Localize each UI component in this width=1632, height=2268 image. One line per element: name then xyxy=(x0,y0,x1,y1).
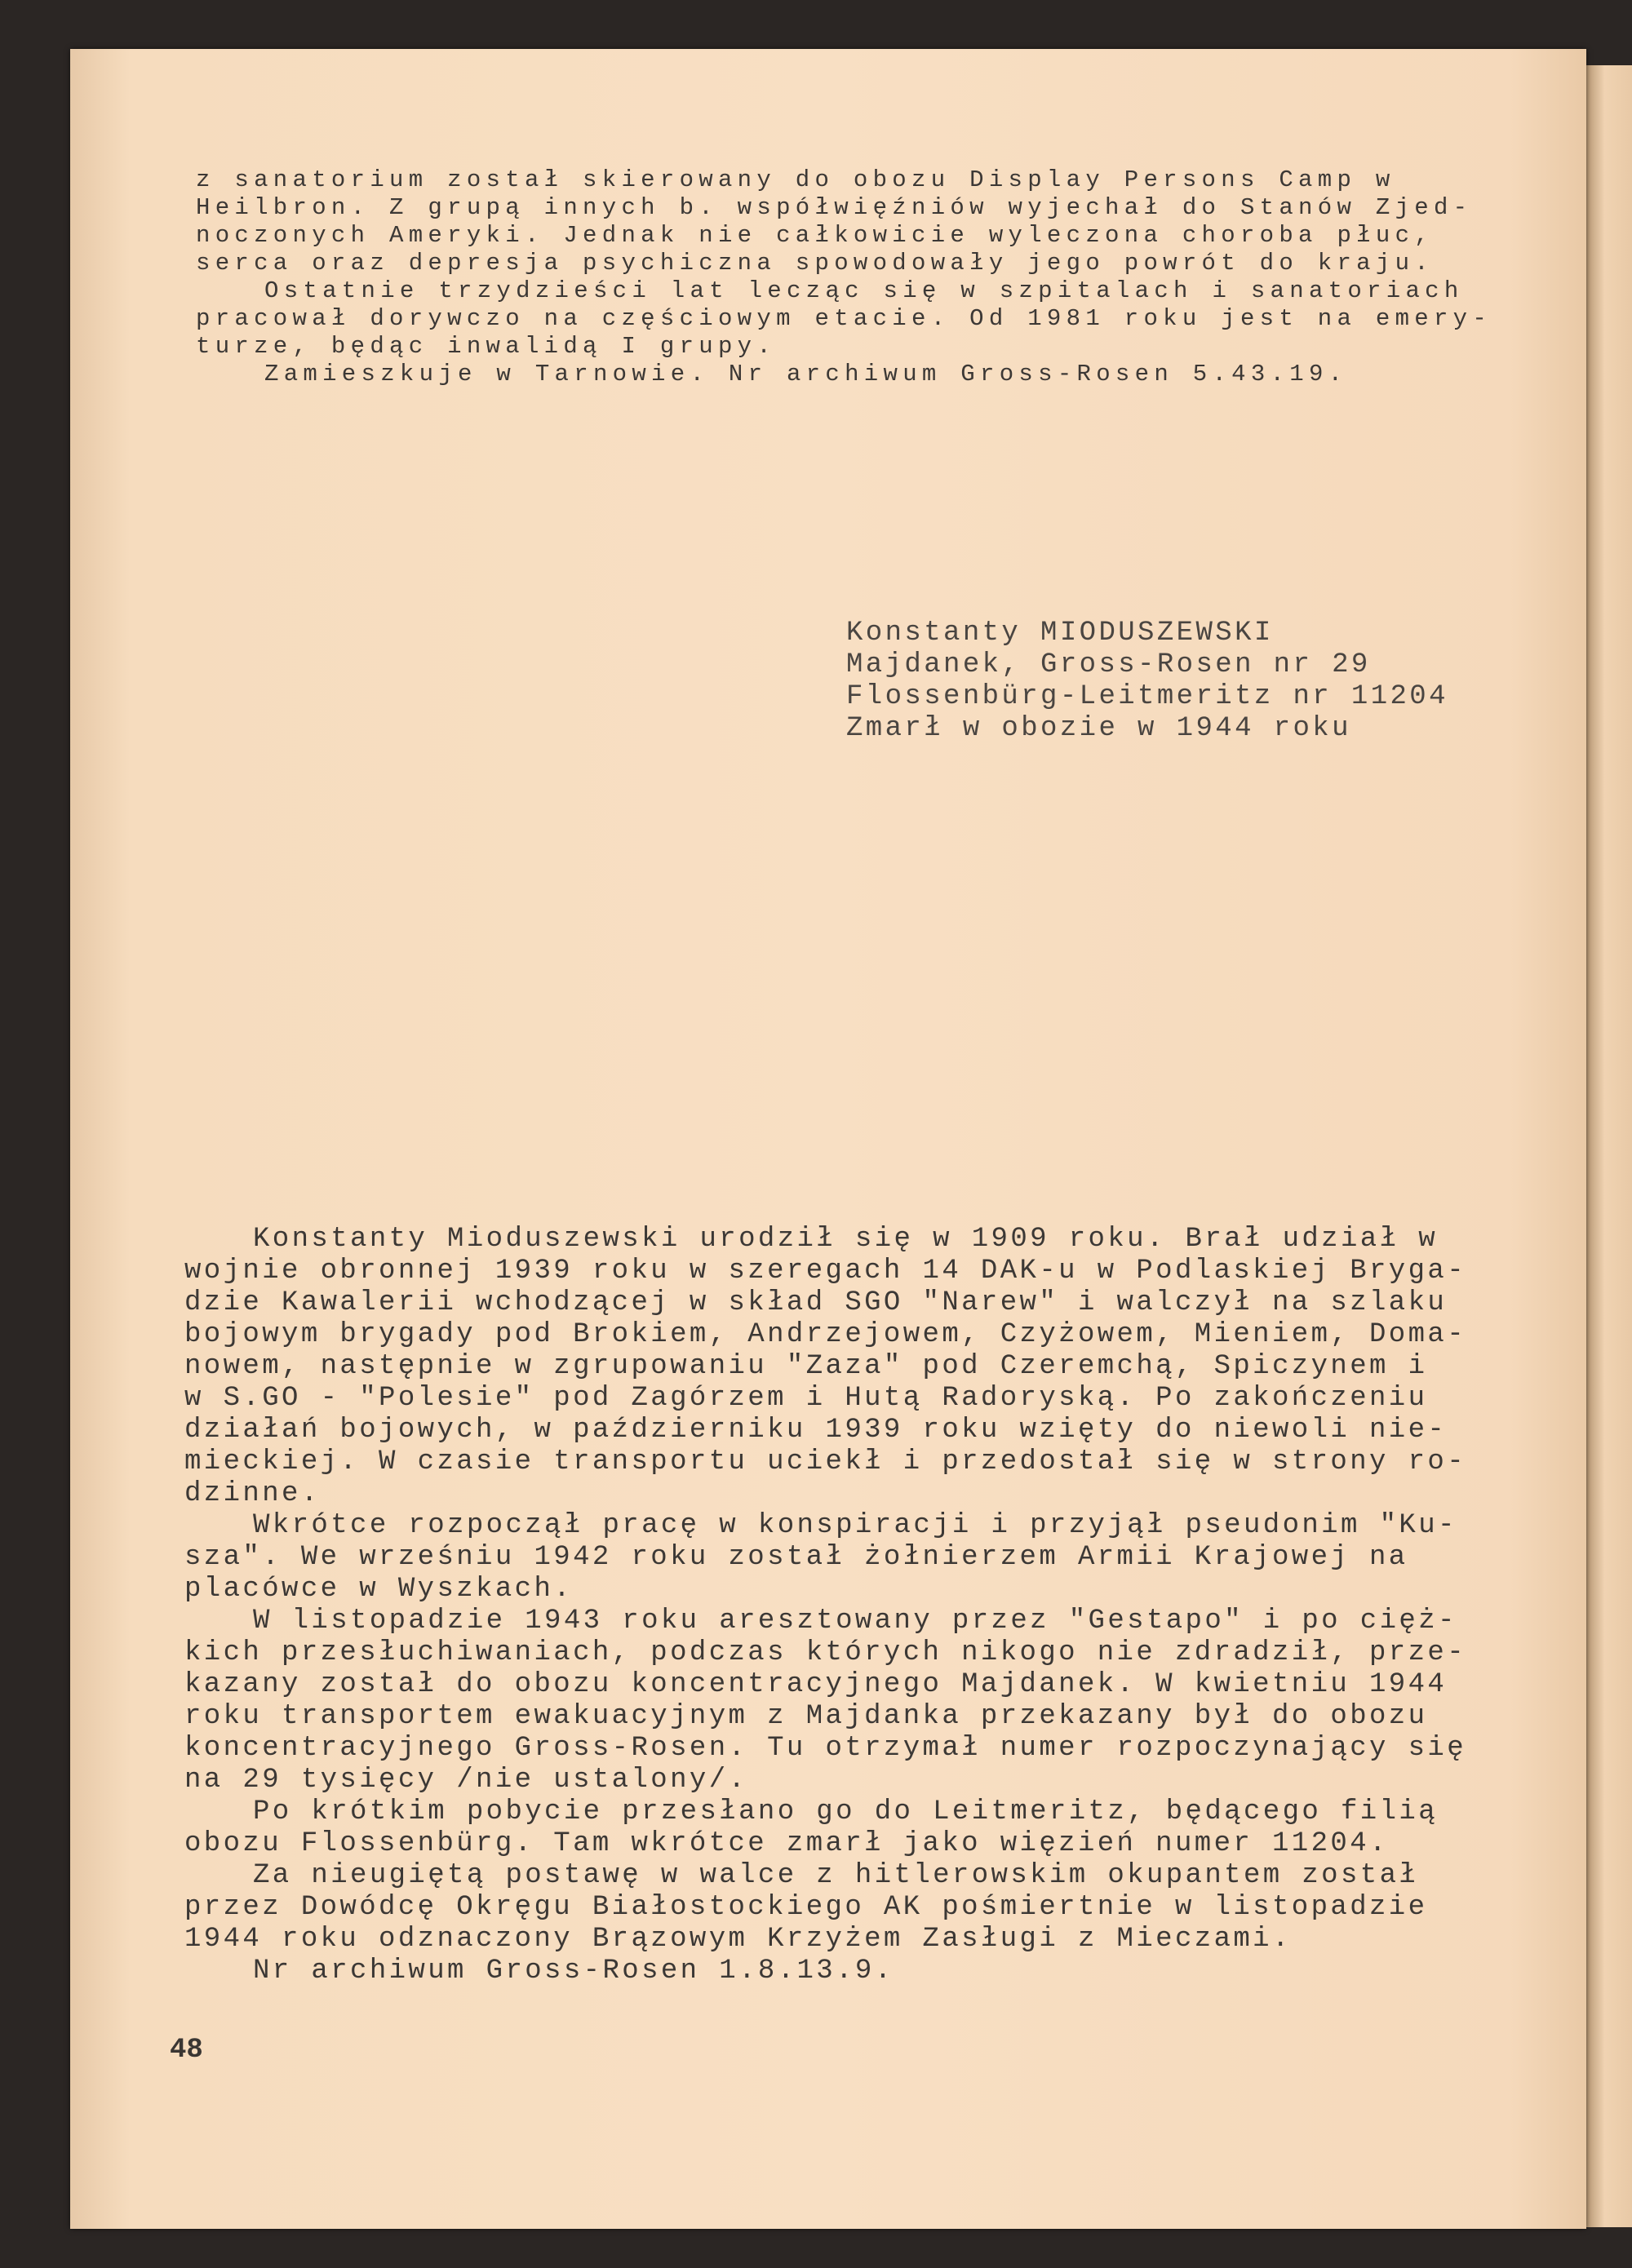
text-line: bojowym brygady pod Brokiem, Andrzejowem, Czyżowem, Mieniem, Doma- xyxy=(184,1319,1467,1350)
text-line: na 29 tysięcy /nie ustalony/. xyxy=(184,1765,748,1796)
text-line: Flossenbürg-Leitmeritz nr 11204 xyxy=(846,681,1448,712)
previous-biography-ending xyxy=(196,166,1492,388)
text-line: Wkrótce rozpoczął pracę w konspiracji i przyjął pseudonim "Ku- xyxy=(253,1510,1457,1541)
text-line: Za nieugiętą postawę w walce z hitlerowskim okupantem został xyxy=(253,1860,1419,1891)
text-line: dzie Kawalerii wchodzącej w skład SGO "Narew" i walczył na szlaku xyxy=(184,1287,1448,1318)
adjacent-page-edge xyxy=(1586,65,1632,2227)
text-line: Nr archiwum Gross-Rosen 1.8.13.9. xyxy=(253,1956,894,1987)
text-line: turze, będąc inwalidą I grupy. xyxy=(196,333,777,360)
text-line: noczonych Ameryki. Jednak nie całkowicie wyleczona choroba płuc, xyxy=(196,222,1434,249)
text-line: działań bojowych, w październiku 1939 roku wzięty do niewoli nie- xyxy=(184,1415,1448,1446)
text-line: z sanatorium został skierowany do obozu Display Persons Camp w xyxy=(196,166,1395,193)
text-line: serca oraz depresja psychiczna spowodowały jego powrót do kraju. xyxy=(196,250,1434,277)
page-number: 48 xyxy=(170,2035,203,2066)
text-line: Konstanty MIODUSZEWSKI xyxy=(846,618,1274,649)
text-line: Zmarł w obozie w 1944 roku xyxy=(846,713,1351,744)
biography-header xyxy=(846,618,1448,745)
text-line: Zamieszkuje w Tarnowie. Nr archiwum Gross-Rosen 5.43.19. xyxy=(264,361,1348,388)
text-line: W listopadzie 1943 roku aresztowany przez "Gestapo" i po cięż- xyxy=(253,1606,1457,1637)
text-line: przez Dowódcę Okręgu Białostockiego AK pośmiertnie w listopadzie xyxy=(184,1892,1428,1923)
text-line: nowem, następnie w zgrupowaniu "Zaza" pod Czeremchą, Spiczynem i xyxy=(184,1351,1428,1382)
text-line: w S.GO - "Polesie" pod Zagórzem i Hutą Radoryską. Po zakończeniu xyxy=(184,1383,1428,1414)
text-line: kich przesłuchiwaniach, podczas których nikogo nie zdradził, prze- xyxy=(184,1637,1467,1668)
text-line: wojnie obronnej 1939 roku w szeregach 14 DAK-u w Podlaskiej Bryga- xyxy=(184,1256,1467,1287)
text-line: kazany został do obozu koncentracyjnego Majdanek. W kwietniu 1944 xyxy=(184,1669,1448,1700)
text-line: 1944 roku odznaczony Brązowym Krzyżem Zasługi z Mieczami. xyxy=(184,1924,1292,1955)
text-line: dzinne. xyxy=(184,1478,321,1509)
text-line: Ostatnie trzydzieści lat lecząc się w szpitalach i sanatoriach xyxy=(264,277,1464,304)
text-line: koncentracyjnego Gross-Rosen. Tu otrzymał numer rozpoczynający się xyxy=(184,1733,1467,1764)
text-line: Konstanty Mioduszewski urodził się w 1909 roku. Brał udział w xyxy=(253,1224,1439,1255)
text-line: Majdanek, Gross-Rosen nr 29 xyxy=(846,649,1371,680)
text-line: mieckiej. W czasie transportu uciekł i przedostał się w strony ro- xyxy=(184,1446,1467,1477)
biography-body xyxy=(184,1224,1466,1987)
text-line: roku transportem ewakuacyjnym z Majdanka przekazany był do obozu xyxy=(184,1701,1428,1732)
text-line: Heilbron. Z grupą innych b. współwięźniów wyjechał do Stanów Zjed- xyxy=(196,194,1473,221)
text-line: placówce w Wyszkach. xyxy=(184,1574,574,1605)
text-line: obozu Flossenbürg. Tam wkrótce zmarł jako więzień numer 11204. xyxy=(184,1828,1389,1859)
text-line: Po krótkim pobycie przesłano go do Leitmeritz, będącego filią xyxy=(253,1796,1439,1827)
text-line: pracował dorywczo na częściowym etacie. Od 1981 roku jest na emery- xyxy=(196,305,1492,332)
text-line: sza". We wrześniu 1942 roku został żołnierzem Armii Krajowej na xyxy=(184,1542,1408,1573)
